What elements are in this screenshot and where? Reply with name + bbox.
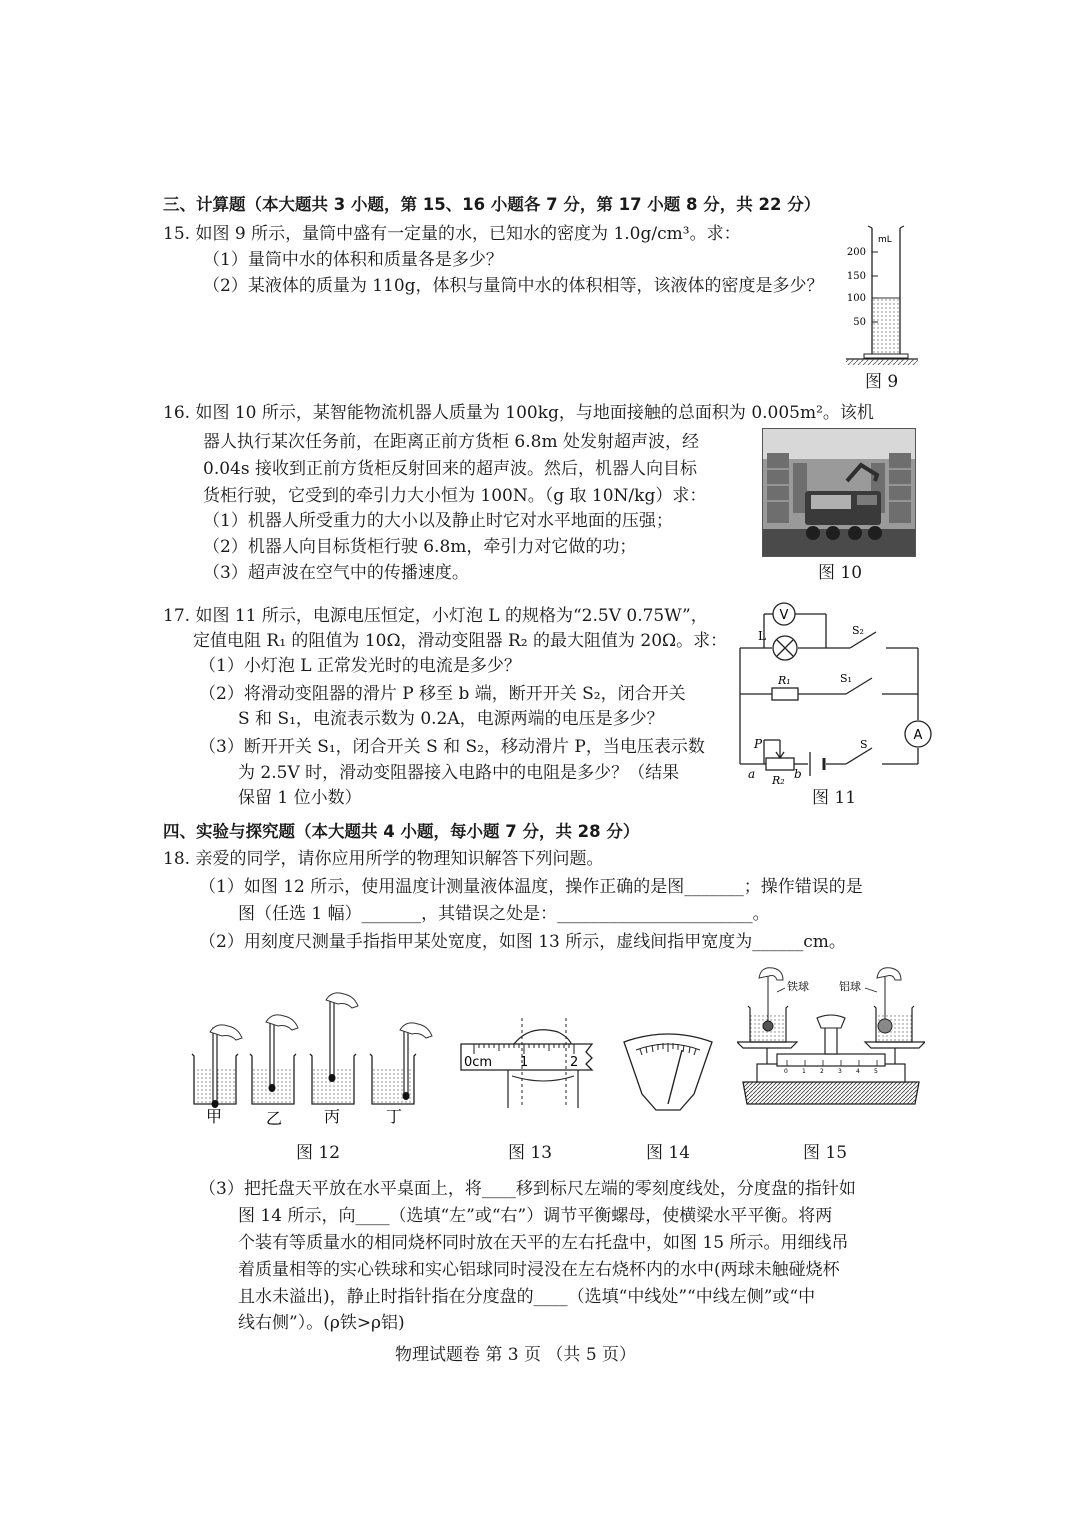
q17-line-4: （2）将滑动变阻器的滑片 P 移至 b 端，断开开关 S₂，闭合开关 (199, 684, 686, 704)
figure-11-caption: 图 11 (812, 788, 857, 808)
figure-14-caption: 图 14 (646, 1143, 691, 1163)
figure-15-balance (737, 962, 925, 1112)
fig15-scale-0: 0 (784, 1068, 788, 1075)
figure-13-ruler (458, 1016, 604, 1116)
fig13-label-1: 1 (520, 1055, 529, 1070)
fig9-tick-100: 100 (846, 293, 866, 304)
fig11-s2-label: S₂ (852, 624, 864, 637)
figure-10-caption: 图 10 (818, 563, 863, 583)
fig12-label-yi: 乙 (266, 1109, 283, 1128)
q18-line-3: 图（任选 1 幅）_______，其错误之处是：_______________________。 (238, 904, 770, 924)
figure-10-robot-photo (762, 428, 916, 557)
fig9-tick-200: 200 (846, 247, 866, 258)
fig15-al-label: 铝球 (839, 980, 861, 993)
fig11-r2-label: R₂ (772, 774, 785, 784)
q17-line-5: S 和 S₁，电流表示数为 0.2A，电源两端的电压是多少？ (238, 709, 664, 729)
q18-line-4: （2）用刻度尺测量手指指甲某处宽度，如图 13 所示，虚线间指甲宽度为______cm。 (199, 932, 846, 952)
q17-line-7: 为 2.5V 时，滑动变阻器接入电路中的电阻是多少？（结果 (238, 763, 680, 783)
figure-12-beakers (180, 992, 450, 1128)
fig11-s1-label: S₁ (840, 672, 852, 685)
fig11-voltmeter-label: V (779, 608, 789, 623)
q17-line-2: 定值电阻 R₁ 的阻值为 10Ω，滑动变阻器 R₂ 的最大阻值为 20Ω。求： (193, 631, 728, 651)
q18-part3-line-6: 线右侧”）。(ρ铁>ρ铝) (238, 1313, 405, 1333)
fig15-scale-1: 1 (802, 1068, 806, 1075)
fig11-ammeter-label: A (913, 728, 923, 743)
fig15-scale-4: 4 (856, 1068, 860, 1075)
q16-line-7: （3）超声波在空气中的传播速度。 (203, 563, 469, 583)
fig13-label-0cm: 0cm (464, 1055, 493, 1070)
q17-line-8: 保留 1 位小数） (238, 788, 362, 808)
q18-part3-line-1: （3）把托盘天平放在水平桌面上，将____移到标尺左端的零刻度线处，分度盘的指针如 (199, 1179, 856, 1199)
fig11-p-label: P (754, 737, 763, 751)
q16-line-3: 0.04s 接收到正前方货柜反射回来的超声波。然后，机器人向目标 (203, 459, 697, 479)
q16-line-5: （1）机器人所受重力的大小以及静止时它对水平地面的压强； (203, 511, 673, 531)
figure-14-dial (620, 1028, 716, 1114)
fig15-scale-5: 5 (874, 1068, 878, 1075)
figure-9-cylinder (836, 222, 926, 367)
fig11-s-label: S (860, 738, 868, 751)
fig12-label-ding: 丁 (386, 1107, 403, 1126)
fig12-label-bing: 丙 (324, 1107, 341, 1126)
fig9-unit: mL (878, 235, 892, 245)
q17-line-6: （3）断开开关 S₁，闭合开关 S 和 S₂，移动滑片 P，当电压表示数 (199, 737, 705, 757)
q16-line-2: 器人执行某次任务前，在距离正前方货柜 6.8m 处发射超声波，经 (203, 432, 699, 452)
section4-heading: 四、实验与探究题（本大题共 4 小题，每小题 7 分，共 28 分） (163, 822, 640, 841)
fig12-label-jia: 甲 (206, 1107, 223, 1126)
q18-line-1: 18. 亲爱的同学，请你应用所学的物理知识解答下列问题。 (163, 849, 604, 869)
q16-line-4: 货柜行驶，它受到的牵引力大小恒为 100N。（g 取 10N/kg）求： (203, 486, 707, 506)
figure-13-caption: 图 13 (508, 1143, 553, 1163)
fig9-tick-50: 50 (853, 317, 866, 328)
fig15-scale-3: 3 (838, 1068, 842, 1075)
figure-12-caption: 图 12 (296, 1143, 341, 1163)
figure-9-caption: 图 9 (865, 372, 899, 392)
fig11-b-label: b (794, 767, 802, 781)
q18-part3-line-4: 着质量相等的实心铁球和实心铝球同时浸没在左右烧杯内的水中(两球未触碰烧杯 (238, 1260, 840, 1280)
page-footer: 物理试题卷 第 3 页 （共 5 页） (395, 1345, 637, 1365)
fig9-tick-150: 150 (846, 271, 866, 282)
q18-part3-line-5: 且水未溢出)，静止时指针指在分度盘的____（选填“中线处”“中线左侧”或“中 (238, 1287, 816, 1307)
q18-part3-line-2: 图 14 所示，向____（选填“左”或“右”）调节平衡螺母，使横梁水平平衡。将两 (238, 1206, 833, 1226)
fig15-iron-label: 铁球 (787, 980, 809, 993)
q16-line-1: 16. 如图 10 所示，某智能物流机器人质量为 100kg，与地面接触的总面积为 0.005m²。该机 (163, 403, 874, 423)
section3-heading: 三、计算题（本大题共 3 小题，第 15、16 小题各 7 分，第 17 小题 8 分，共 22 分） (163, 195, 821, 214)
fig11-lamp-label: L (758, 629, 766, 643)
fig13-label-2: 2 (570, 1055, 579, 1070)
q18-part3-line-3: 个装有等质量水的相同烧杯同时放在天平的左右托盘中，如图 15 所示。用细线吊 (238, 1233, 849, 1253)
fig15-scale-2: 2 (820, 1068, 824, 1075)
q15-line-3: （2）某液体的质量为 110g，体积与量筒中水的体积相等，该液体的密度是多少？ (203, 276, 824, 296)
figure-15-caption: 图 15 (803, 1143, 848, 1163)
q15-line-2: （1）量筒中水的体积和质量各是多少？ (203, 250, 503, 270)
q17-line-1: 17. 如图 11 所示，电源电压恒定，小灯泡 L 的规格为“2.5V 0.75W”， (163, 606, 708, 626)
figure-11-circuit (728, 598, 938, 784)
q18-line-2: （1）如图 12 所示，使用温度计测量液体温度，操作正确的是图_______；操作错误的是 (199, 877, 863, 897)
fig11-r1-label: R₁ (778, 674, 791, 687)
q15-line-1: 15. 如图 9 所示，量筒中盛有一定量的水，已知水的密度为 1.0g/cm³。求： (163, 224, 741, 244)
q16-line-6: （2）机器人向目标货柜行驶 6.8m，牵引力对它做的功； (203, 537, 637, 557)
q17-line-3: （1）小灯泡 L 正常发光时的电流是多少？ (199, 656, 521, 676)
fig11-a-label: a (748, 767, 756, 781)
